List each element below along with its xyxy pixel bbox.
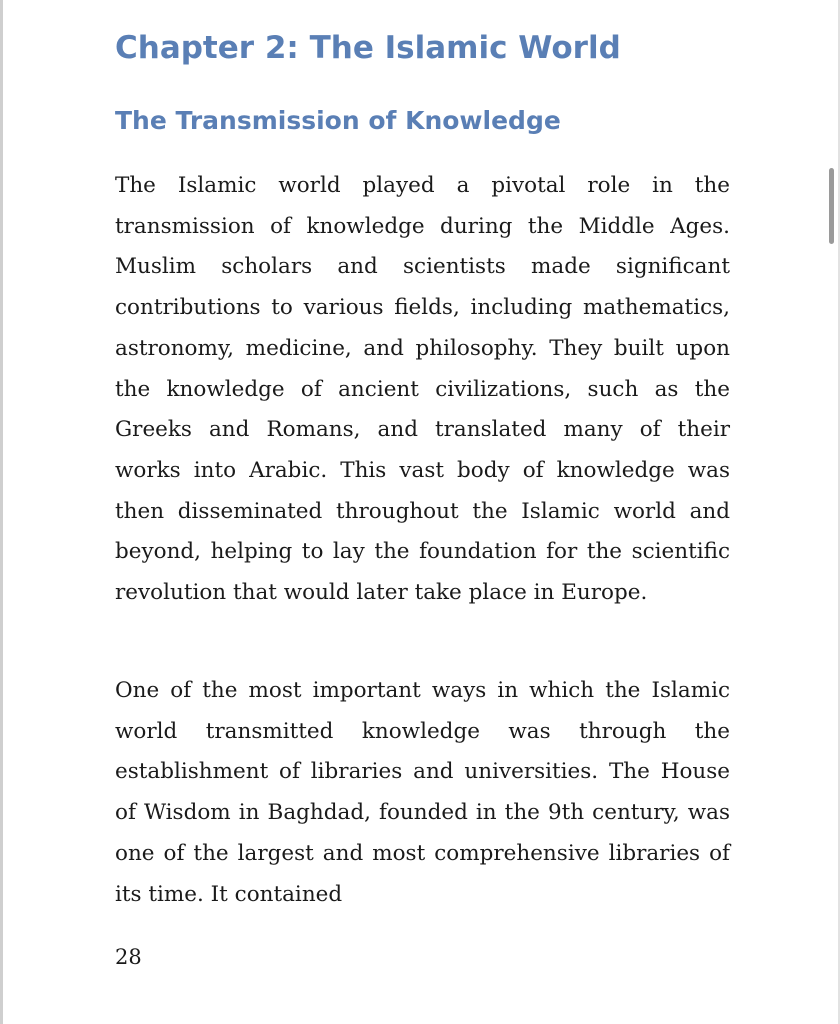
body-paragraph-1: The Islamic world played a pivotal role in the transmission of knowledge during the Middle Ages. Muslim scholars and scientists made significant contributions to various fields, including mathematics, astronomy, medicine, and philosophy. They built upon the knowledge of ancient civilizations, such as the Greeks and Romans, and translated many of their works into Arabic. This vast body of knowledge was then disseminated throughout the Islamic world and beyond, helping to lay the foundation for the scientific revolution that would later take place in Europe. (115, 173, 730, 606)
scrollbar-thumb[interactable] (829, 168, 834, 244)
page-number: 28 (115, 945, 142, 969)
body-paragraph-2: One of the most important ways in which the Islamic world transmitted knowledge was through the establishment of libraries and universities. The House of Wisdom in Baghdad, founded in the 9th century, was one of the largest and most comprehensive libraries of its time. It contained (115, 678, 730, 907)
chapter-title: Chapter 2: The Islamic World (115, 30, 621, 66)
section-title: The Transmission of Knowledge (115, 106, 561, 135)
